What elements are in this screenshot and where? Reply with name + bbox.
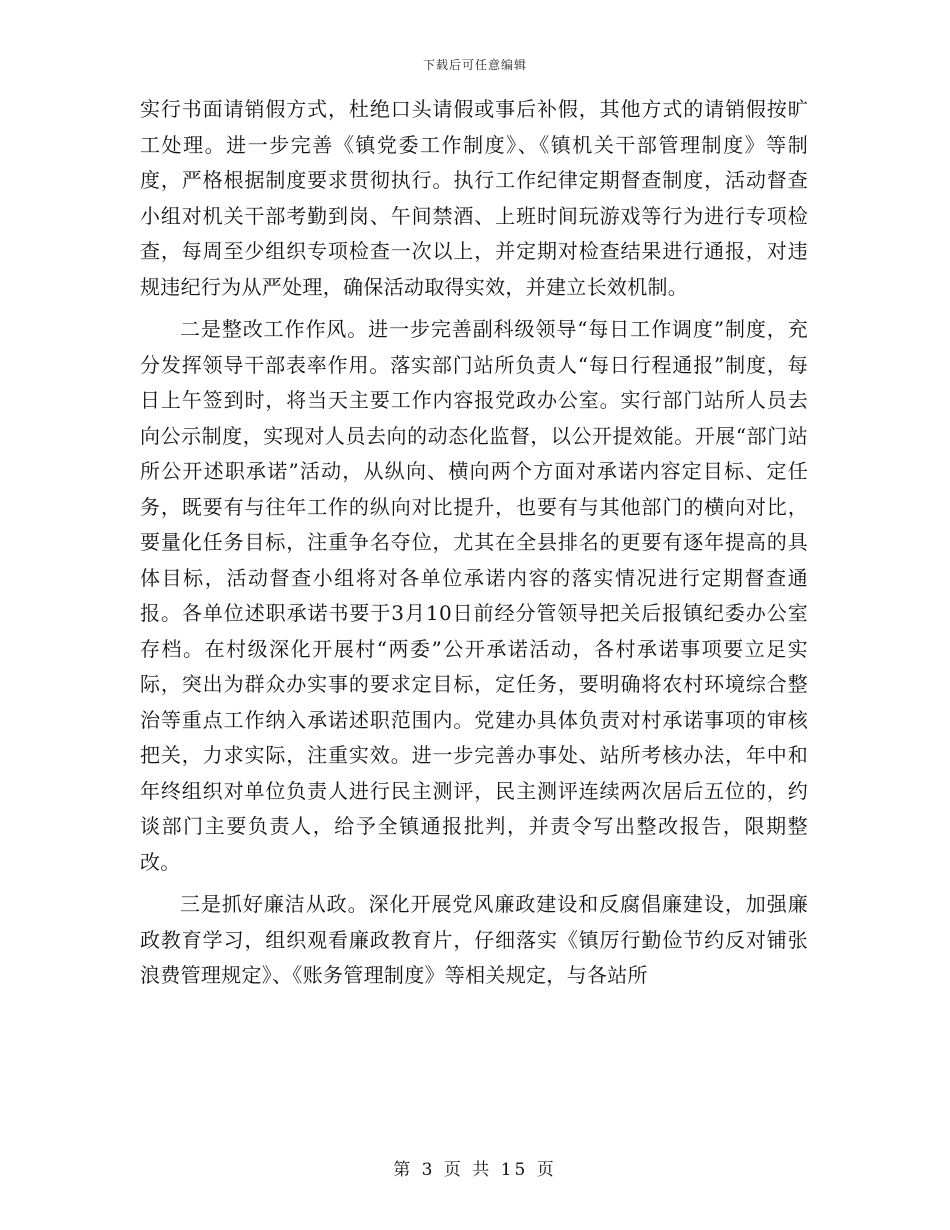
page-number-footer: 第 3 页 共 15 页	[393, 1160, 557, 1180]
paragraph-2: 二是整改工作作风。进一步完善副科级领导“每日工作调度”制度，充分发挥领导干部表率作用。落实部门站所负责人“每日行程通报”制度，每日上午签到时，将当天主要工作内容报党政办公室。实行部门站所人员去向公示制度，实现对人员去向的动态化监督，以公开提效能。开展“部门站所公开述职承诺”活动，从纵向、横向两个方面对承诺内容定目标、定任务，既要有与往年工作的纵向对比提升，也要有与其他部门的横向对比，要量化任务目标，注重争名夺位，尤其在全县排名的更要有逐年提高的具体目标，活动督查小组将对各单位承诺内容的落实情况进行定期督查通报。各单位述职承诺书要于3月10日前经分管领导把关后报镇纪委办公室存档。在村级深化开展村“两委”公开承诺活动，各村承诺事项要立足实际，突出为群众办实事的要求定目标，定任务，要明确将农村环境综合整治等重点工作纳入承诺述职范围内。党建办具体负责对村承诺事项的审核把关，力求实际，注重实效。进一步完善办事处、站所考核办法，年中和年终组织对单位负责人进行民主测评，民主测评连续两次居后五位的，约谈部门主要负责人，给予全镇通报批判，并责令写出整改报告，限期整改。	[140, 317, 808, 874]
paragraph-1: 实行书面请销假方式，杜绝口头请假或事后补假，其他方式的请销假按旷工处理。进一步完善《镇党委工作制度》、《镇机关干部管理制度》等制度，严格根据制度要求贯彻执行。执行工作纪律定期督查制度，活动督查小组对机关干部考勤到岗、午间禁酒、上班时间玩游戏等行为进行专项检查，每周至少组织专项检查一次以上，并定期对检查结果进行通报，对违规违纪行为从严处理，确保活动取得实效，并建立长效机制。	[140, 97, 808, 299]
document-body	[140, 92, 808, 994]
page-header: 下载后可任意编辑	[422, 58, 527, 72]
paragraph-3: 三是抓好廉洁从政。深化开展党风廉政建设和反腐倡廉建设，加强廉政教育学习，组织观看廉政教育片，仔细落实《镇厉行勤俭节约反对铺张浪费管理规定》、《账务管理制度》等相关规定，与各站所	[140, 892, 808, 987]
